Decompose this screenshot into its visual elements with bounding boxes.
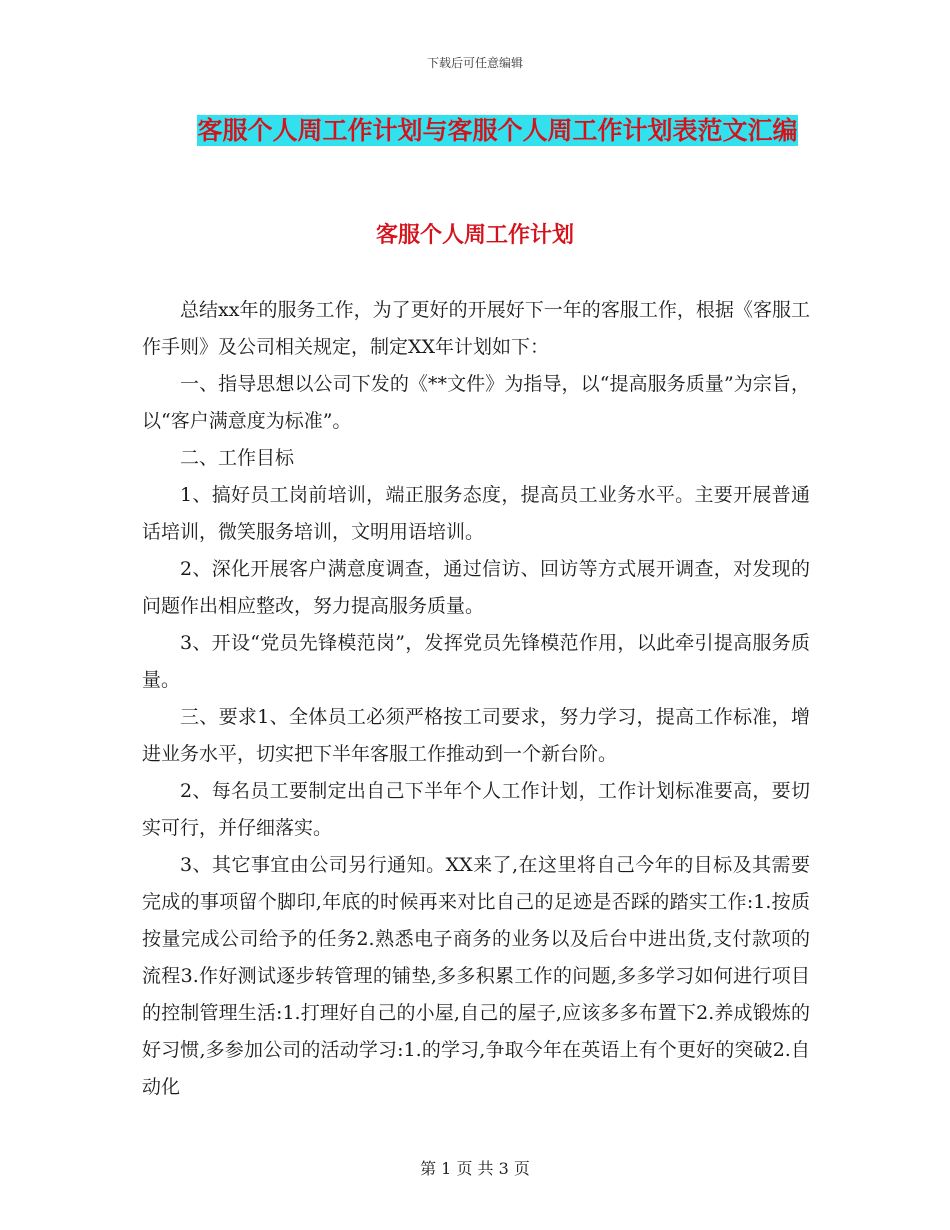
paragraph: 1、搞好员工岗前培训，端正服务态度，提高员工业务水平。主要开展普通话培训，微笑服务培训，文明用语培训。 [142, 484, 810, 543]
paragraph: 2、每名员工要制定出自己下半年个人工作计划，工作计划标准要高，要切实可行，并仔细落实。 [142, 780, 810, 839]
paragraph: 一、指导思想以公司下发的《**文件》为指导，以“提高服务质量”为宗旨，以“客户满意度为标准”。 [142, 373, 810, 432]
document-title [185, 108, 810, 154]
document-title-text: 客服个人周工作计划与客服个人周工作计划表范文汇编 [197, 116, 798, 145]
header-note: 下载后可任意编辑 [426, 56, 523, 70]
paragraph: 3、开设“党员先锋模范岗”，发挥党员先锋模范作用，以此牵引提高服务质量。 [142, 632, 810, 691]
document-body [142, 292, 810, 1106]
section-title: 客服个人周工作计划 [375, 222, 574, 248]
paragraph: 三、要求1、全体员工必须严格按工司要求，努力学习，提高工作标准，增进业务水平，切实把下半年客服工作推动到一个新台阶。 [142, 706, 810, 765]
paragraph: 2、深化开展客户满意度调查，通过信访、回访等方式展开调查，对发现的问题作出相应整改，努力提高服务质量。 [142, 558, 810, 617]
paragraph: 总结xx年的服务工作，为了更好的开展好下一年的客服工作，根据《客服工作手则》及公司相关规定，制定XX年计划如下： [142, 299, 810, 358]
page-number-footer: 第 1 页 共 3 页 [420, 1159, 530, 1178]
paragraph: 3、其它事宜由公司另行通知。XX来了,在这里将自己今年的目标及其需要完成的事项留个脚印,年底的时候再来对比自己的足迹是否踩的踏实工作:1.按质按量完成公司给予的任务2.熟悉电子商务的业务以及后台中进出货,支付款项的流程3.作好测试逐步转管理的铺垫,多多积累工作的问题,多多学习如何进行项目的控制管理生活:1.打理好自己的小屋,自己的屋子,应该多多布置下2.养成锻炼的好习惯,多参加公司的活动学习:1.的学习,争取今年在英语上有个更好的突破2.自动化 [142, 854, 810, 1098]
paragraph: 二、工作目标 [180, 447, 295, 469]
